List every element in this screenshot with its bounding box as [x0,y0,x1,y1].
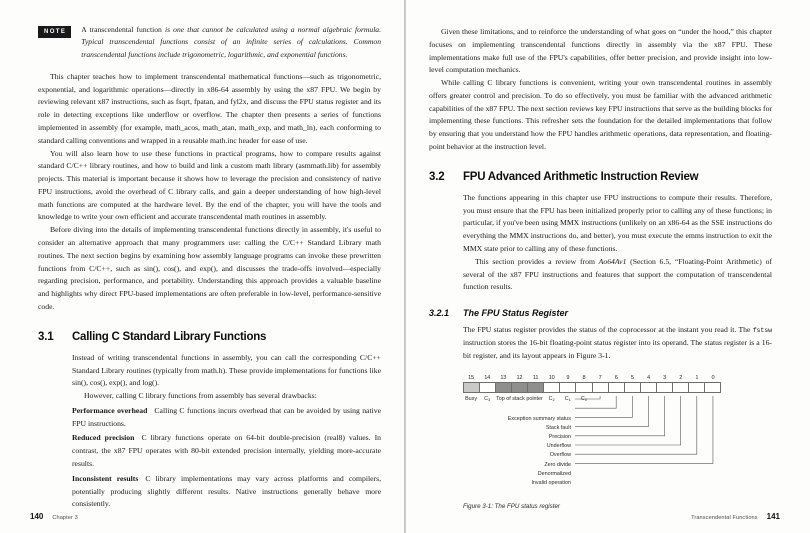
section-3-1-paragraph-1: Instead of writing transcendental functions in assembly, you can call the corresponding C/C++ Standard Library routines (typically from math.h). These provide implementations for functions like sin(), cos(), exp(), and log(). [72,352,381,388]
figure-bit-number-6: 6 [614,374,618,381]
figure-leader-labels [463,415,721,494]
figure-bit-number-10: 10 [548,374,555,381]
left-footer-text: Chapter 3 [52,515,78,521]
right-page-footer [691,512,780,521]
subsection-heading-3-2-1 [429,308,772,318]
figure-bit-cell-4 [641,383,657,392]
section-3-2-p2-italic: Ao64Av1 [598,256,627,266]
figure-bit-number-5: 5 [630,374,634,381]
subsection-title-3-2-1: The FPU Status Register [463,308,569,319]
figure-bit-cell-3 [657,383,673,392]
figure-leader-row-invalid-operation [463,481,721,490]
figure-3-1-wrapper [429,375,772,510]
figure-field-label-busy: Busy [465,395,478,402]
figure-leader-label-stack-fault: Stack fault [545,424,571,431]
figure-leader-label-zero-divide: Zero divide [544,461,571,468]
section-3-2-p2-part-a: This section provides a review from [475,256,599,266]
fstsw-code: fstsw [752,327,772,335]
section-3-1-paragraph-2: However, calling C library functions from assembly has several drawbacks: [84,391,317,401]
drawback-term-3: Inconsistent results [72,473,139,483]
right-footer-text: Transcendental Functions [691,515,758,521]
right-paragraph-2: While calling C library functions is convenient, writing your own transcendental routines in assembly offers greater control and precision. To do so effectively, you must be familiar with the advanced arithmetic capabilities of the x87 FPU. The next section reviews key FPU instructions that serve as the building blocks for implementing these functions. This refresher sets the foundation for the detailed implementations that follow by ensuring that you understand how the FPU handles arithmetic operations, data representation, and floating-point behavior at the instruction level. [429,78,772,152]
figure-bit-number-12: 12 [516,374,523,381]
figure-bit-cell-14 [480,383,496,392]
drawback-item-1 [72,405,381,431]
page-gutter [404,0,406,533]
left-paragraph-3: Before diving into the details of implementing transcendental functions directly in assembly, it's useful to consider an alternative approach that many programmers use: calling the C/C++ Standard Library math routines. The next section begins by examining how assembly language programs can invoke these prewritten functions from C/C++, such as sin(), cos(), and exp(), and discusses the trade-offs involved—especially regarding precision, performance, and portability. Understanding this approach provides a valuable baseline and highlights why direct FPU-based implementations are often preferable in low-level, performance-sensitive code. [38,225,381,311]
right-page-column [429,26,772,510]
subsec-p1-part-a: The FPU status register provides the status of the coprocessor at the instant you read it. The [463,325,753,335]
section-3-2-paragraph-2 [463,256,772,294]
figure-bit-cell-6 [609,383,625,392]
figure-leader-row-zero-divide [463,463,721,472]
figure-bit-cell-7 [593,383,609,392]
note-callout [38,24,381,61]
figure-field-label-c2: $C_2$ [548,395,555,402]
left-paragraph-2: You will also learn how to use these functions in practical programs, how to compare results against standard C/C++ library routines, and how to build and link a custom math library (asmmath.lib) for assembly projects. This material is important because it shows how to leverage the precision and consistency of native FPU instructions, avoid the overhead of C library calls, and gain a deeper understanding of how high-level math functions are computed at the hardware level. By the end of the chapter, you will have the tools and knowledge to write your own efficient and accurate transcendental math routines in assembly. [38,148,381,222]
note-rest-text: is one that cannot be calculated using a normal algebraic formula. Typical transcendental functions consist of an infinite series of calculations. Common transcendental functions include trigonometric, logarithmic, and exponential functions. [81,25,381,59]
right-page [405,0,810,533]
section-3-2-paragraph-1: The functions appearing in this chapter use FPU instructions to compute their results. Therefore, you must ensure that the FPU has been initialized properly prior to calling any of these functions; in particular, if you've been using MMX instructions (unlikely on an x86-64 as the SSE instructions do everything the MMX instructions do, and better), you must execute the emms instruction to exit the MMX state prior to calling any of these functions. [463,192,772,253]
right-page-number: 141 [766,512,780,521]
figure-register-cells-row [463,382,721,393]
figure-bit-number-15: 15 [468,374,474,381]
figure-bit-number-7: 7 [598,374,602,381]
figure-bit-number-2: 2 [679,374,683,381]
figure-bit-number-13: 13 [500,374,507,381]
figure-leader-label-denormalized: Denormalized [537,470,571,477]
figure-bit-number-8: 8 [582,374,586,381]
section-title-3-2: FPU Advanced Arithmetic Instruction Review [463,170,699,183]
note-lead-term: A transcendental function [81,25,162,34]
figure-leader-label-underflow: Underflow [546,443,571,450]
figure-bit-cell-0 [705,383,720,392]
left-page-footer [30,512,78,521]
right-paragraph-1: Given these limitations, and to reinforce the understanding of what goes on “under the hood,” this chapter focuses on implementing transcendental functions directly in assembly via the x87 FPU. These implementations make full use of the FPU's capabilities, offer better precision, and provide insight into low-level computation mechanics. [429,27,772,75]
figure-bit-number-14: 14 [484,374,491,381]
subsection-3-2-1-paragraph-1 [463,324,772,363]
section-heading-3-2 [429,171,772,183]
drawback-item-2 [72,432,381,470]
figure-leader-row-underflow [463,444,721,453]
left-page-column [38,24,381,511]
subsection-3-2-1-body [429,324,772,363]
section-3-1-body [38,352,381,511]
note-body-text [81,24,381,61]
figure-bit-cell-5 [625,383,641,392]
figure-bit-cell-8 [576,383,592,392]
figure-leader-label-overflow: Overflow [549,452,571,459]
section-3-2-body [429,192,772,294]
figure-bit-cell-9 [560,383,576,392]
figure-leader-row-stack-fault [463,426,721,435]
drawback-desc-1: Calling C functions incurs overhead that can be avoided by using native FPU instructions. [72,405,381,428]
drawback-desc-3: C library implementations may vary across platforms and compilers, potentially producing slightly different results. Native instructions generally behave more consistently. [72,473,381,509]
subsection-number-3-2-1: 3.2.1 [429,308,450,319]
drawback-desc-2: C library functions operate on 64-bit double-precision (real8) values. In contrast, the x87 FPU operates with 80-bit extended precision internally, yielding more-accurate results. [72,433,381,468]
left-paragraph-1: This chapter teaches how to implement transcendental mathematical functions—such as trigonometric, exponential, and logarithmic operations—directly in x86-64 assembly by using the x87 FPU. We begin by reviewing relevant x87 instructions, such as fsqrt, fpatan, and fyl2x, and discuss the FPU status register and its role in detecting exceptions like underflow or overflow. The chapter then presents a series of functions implemented in assembly (for example, math_acos, math_atan, math_exp, and math_ln), each conforming to standard calling conventions and wrapped in a reusable math.inc header for ease of use. [38,71,381,145]
drawback-term-1: Performance overhead [72,405,148,415]
figure-leader-label-invalid-operation: Invalid operation [531,479,571,486]
figure-bit-number-9: 9 [566,374,570,381]
figure-bit-number-0: 0 [711,374,715,381]
figure-field-label-c0: $C_0$ [580,395,587,402]
figure-bit-number-4: 4 [646,374,650,381]
note-tag-label: NOTE [38,26,71,38]
figure-leader-label-exception-summary-status: Exception summary status [507,415,571,422]
subsec-p1-part-b: instruction stores the 16-bit floating-point status register into its operand. The status register is a 16-bit register, and its layout appears in Figure 3-1. [463,338,772,360]
figure-bit-numbers-row [463,375,721,381]
figure-leader-label-precision: Precision [548,433,571,440]
left-page-number: 140 [30,512,44,521]
figure-bit-cell-13 [496,383,512,392]
figure-field-label-top-of-stack-pointer: Top of stack pointer [496,395,543,402]
figure-field-label-c1: $C_1$ [564,395,571,402]
figure-bit-cell-2 [673,383,689,392]
section-number-3-2: 3.2 [429,170,445,183]
figure-bit-number-11: 11 [532,374,539,381]
figure-bit-number-3: 3 [663,374,667,381]
figure-leader-row-denormalized [463,472,721,481]
section-number-3-1: 3.1 [38,330,54,343]
drawback-item-3 [72,473,381,511]
section-heading-3-1 [38,331,381,343]
section-title-3-1: Calling C Standard Library Functions [72,330,267,343]
drawback-term-2: Reduced precision [72,433,135,443]
figure-leader-row-overflow [463,453,721,462]
figure-bit-number-1: 1 [695,374,699,381]
figure-bit-cell-1 [689,383,705,392]
figure-field-label-c3: $C_3$ [484,395,491,402]
figure-3-1 [463,375,721,510]
figure-bit-cell-15 [464,383,480,392]
figure-leader-row-exception-summary-status [463,417,721,426]
section-3-2-p2-part-b: (Section 6.5, “Floating-Point Arithmetic) of several of the x87 FPU instructions and features that support the computation of transcendental function results. [463,256,772,292]
figure-caption: Figure 3-1: The FPU status register [463,502,560,510]
figure-bit-cell-12 [512,383,528,392]
figure-bit-cell-10 [544,383,560,392]
figure-leader-row-precision [463,435,721,444]
figure-bit-cell-11 [528,383,544,392]
